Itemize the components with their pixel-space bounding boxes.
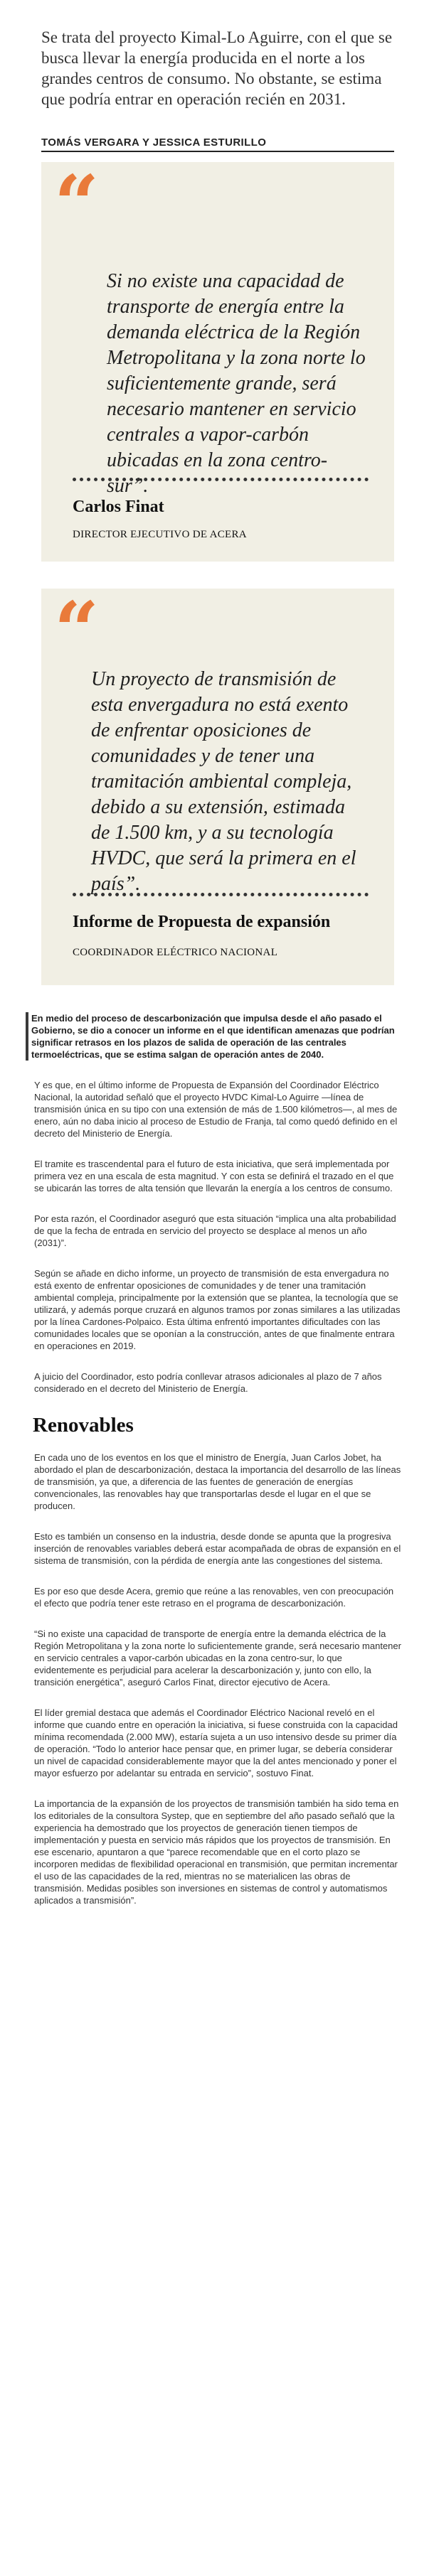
quote-author: Carlos Finat <box>73 498 164 516</box>
lead-paragraph: En medio del proceso de descarbonización que impulsa desde el año pasado el Gobierno, se dio a conocer un informe en el que identifican amenazas que podrían significar retrasos en los plazos de salida de operación de las centrales termoeléctricas, que se estima salgan de operación antes de 2040. <box>26 1012 401 1061</box>
pull-quote-text: Si no existe una capacidad de transporte de energía entre la demanda eléctrica de la Región Metropolitana y la zona norte lo suficientemente grande, será necesario mantener en servicio centrales a vapor-carbón ubicadas en la zona centro-sur”. <box>107 270 366 497</box>
quote-mark-icon: “ <box>54 158 100 249</box>
body-paragraph: La importancia de la expansión de los proyectos de transmisión también ha sido tema en los editoriales de la consultora Systep, que en septiembre del año pasado señaló que la experiencia ha demostrado que los proyectos de generación tienen tiempos de implementación y puesta en servicio más rápidos que los proyectos de transmisión. En ese escenario, apuntaron a que “parece recomendable que en el corto plazo se incorporen medidas de flexibilidad operacional en transmisión, que permitan incrementar el uso de las capacidades de la red, mientras no se materialicen las obras de transmisión. Medidas posibles son inversiones en sistemas de control y automatismos aplicados a transmisión”. <box>34 1798 399 1906</box>
quote-divider <box>73 893 369 896</box>
quote-author-role: DIRECTOR EJECUTIVO DE ACERA <box>73 529 247 540</box>
pull-quote-text: Un proyecto de transmisión de esta envergadura no está exento de enfrentar oposiciones de comunidades y de tener una tramitación ambiental compleja, debido a su extensión, estimada de 1.500 km, y a su tecnología HVDC, que será la primera en el país”. <box>91 668 356 895</box>
body-paragraph: Esto es también un consenso en la industria, desde donde se apunta que la progresiva inserción de renovables variables deberá estar acompañada de obras de expansión en el sistema de transmisión, con la pérdida de energía ante las congestiones del sistema. <box>34 1531 401 1566</box>
quote-mark-icon: “ <box>54 584 100 676</box>
body-paragraph: Por esta razón, el Coordinador aseguró que esta situación “implica una alta probabilidad de que la fecha de entrada en servicio del proyecto se desplace al menos un año (2031)”. <box>34 1213 396 1248</box>
quote-author-role: COORDINADOR ELÉCTRICO NACIONAL <box>73 947 278 958</box>
section-heading: Renovables <box>33 1414 134 1437</box>
intro-summary: Se trata del proyecto Kimal-Lo Aguirre, con el que se busca llevar la energía producida en el norte a los grandes centros de consumo. No obstante, se estima que podría entrar en operación recién en 2031. <box>41 28 393 108</box>
body-paragraph: El líder gremial destaca que además el Coordinador Eléctrico Nacional reveló en el informe que cuando entre en operación la iniciativa, si fuese construida con la capacidad mínima recomendada (2.000 MW), estaría sujeta a un uso intensivo desde su primer día de operación. “Todo lo anterior hace pensar que, en primer lugar, se debería considerar un nivel de capacidad considerablemente mayor que la del antes mencionado y poner el mayor esfuerzo por adelantar su entrada en servicio”, sostuvo Finat. <box>34 1707 398 1778</box>
quote-divider <box>73 478 369 481</box>
body-paragraph: Y es que, en el último informe de Propuesta de Expansión del Coordinador Eléctrico Nacional, la autoridad señaló que el proyecto HVDC Kimal-Lo Aguirre —línea de transmisión única en su tipo con una extensión de más de 1.500 kilómetros—, al mes de enero, aún no daba inicio al proceso de Estudio de Franja, tal como quedó definido en el decreto del Ministerio de Energía. <box>34 1080 398 1139</box>
body-paragraph: En cada uno de los eventos en los que el ministro de Energía, Juan Carlos Jobet, ha abordado el plan de descarbonización, destaca la importancia del desarrollo de las líneas de transmisión, ya que, a diferencia de las fuentes de generación de energías convencionales, las renovables hay que transportarlas desde el lugar en el que se producen. <box>34 1452 401 1511</box>
pull-quote-card <box>41 158 394 562</box>
pull-quote-card <box>41 584 394 985</box>
body-paragraph: “Si no existe una capacidad de transporte de energía entre la demanda eléctrica de la Región Metropolitana y la zona norte lo suficientemente grande, será necesario mantener en servicio centrales a vapor-carbón ubicadas en la zona centro-sur, lo que evidentemente es perjudicial para acelerar la descarbonización y, junto con ello, la transición energética”, aseguró Carlos Finat, director ejecutivo de Acera. <box>34 1628 401 1687</box>
body-paragraph: Según se añade en dicho informe, un proyecto de transmisión de esta envergadura no está exento de enfrentar oposiciones de comunidades y de tener una tramitación ambiental compleja, principalmente por la extensión que se plantea, la tecnología que se utilizará, y además porque cruzará en algunos tramos por zonas similares a las utilizadas por la línea Cardones-Polpaico. Esta última enfrentó importantes dificultades con las comunidades locales que se oponían a la construcción, antes de que finalmente entrara en operaciones en 2019. <box>34 1268 401 1351</box>
byline: TOMÁS VERGARA Y JESSICA ESTURILLO <box>41 136 394 152</box>
article-body <box>28 1012 401 1906</box>
body-paragraph: El tramite es trascendental para el futuro de esta iniciativa, que será implementada por primera vez en una escala de esta magnitud. Y con esta se definirá el trazado en el que se ubicarán las torres de alta tensión que llevarán la energía a los centros de consumo. <box>34 1159 394 1193</box>
quote-author: Informe de Propuesta de expansión <box>73 913 331 931</box>
body-paragraph: Es por eso que desde Acera, gremio que reúne a las renovables, ven con preocupación el efecto que podría tener este retraso en el programa de descarbonización. <box>34 1586 394 1609</box>
body-paragraph: A juicio del Coordinador, esto podría conllevar atrasos adicionales al plazo de 7 años considerado en el decreto del Ministerio de Energía. <box>34 1371 382 1394</box>
